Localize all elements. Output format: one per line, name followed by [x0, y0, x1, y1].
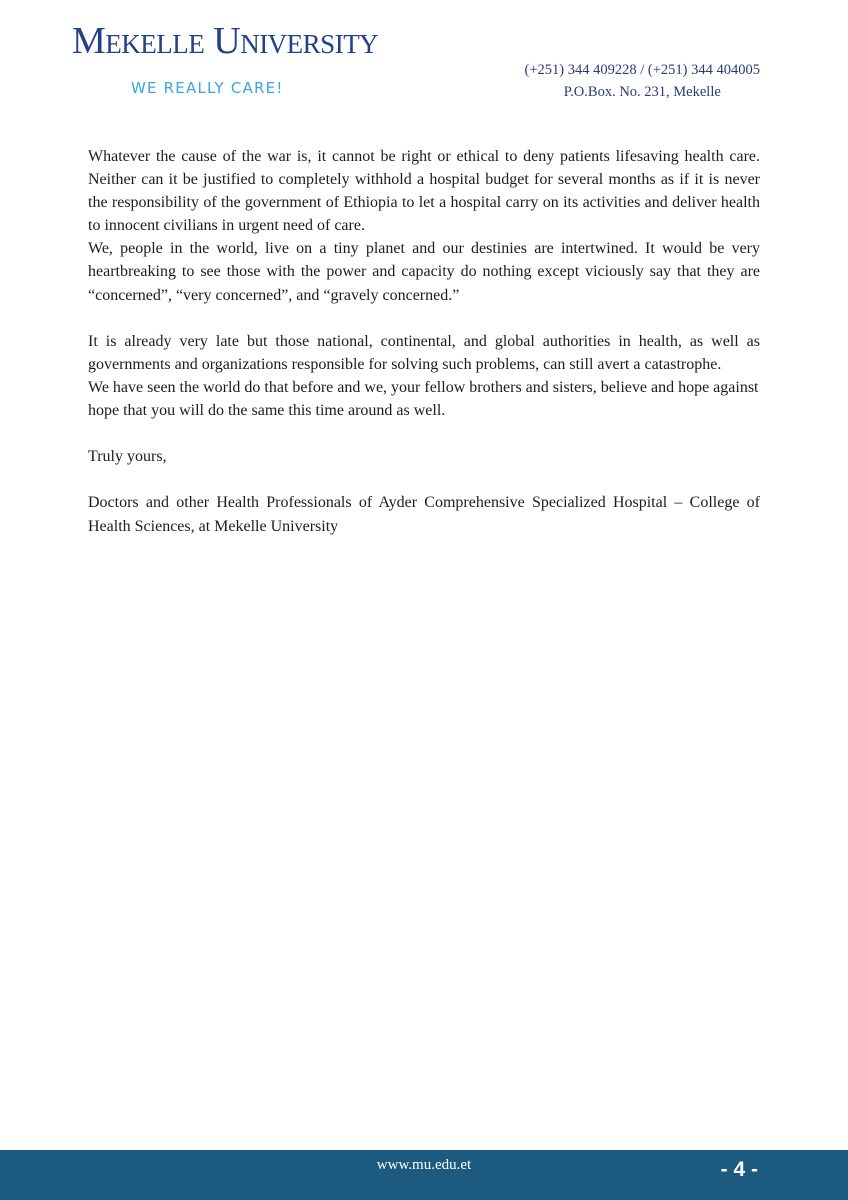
paragraph-4: We have seen the world do that before and we, your fellow brothers and sisters, believe and hope against hope that you will do the same this time around as well.: [88, 378, 759, 420]
contact-block: [525, 59, 760, 103]
paragraph-spacer: [88, 468, 760, 491]
letterhead: [0, 0, 848, 120]
university-name: Mekelle University: [72, 20, 379, 62]
phone-numbers: (+251) 344 409228 / (+251) 344 404005: [524, 62, 760, 78]
letter-body: [88, 145, 760, 538]
paragraph-2: We, people in the world, live on a tiny planet and our destinies are intertwined. It would be very heartbreaking to see those with the power and capacity do nothing except viciously say that they are “concerned”, “very concerned”, and “gravely concerned.”: [88, 240, 760, 304]
postal-address: P.O.Box. No. 231, Mekelle: [563, 84, 721, 100]
paragraph-spacer: [88, 422, 760, 445]
page-number: - 4 -: [720, 1158, 758, 1181]
paragraph-spacer: [88, 307, 760, 330]
university-tagline: WE REALLY CARE!: [131, 79, 284, 97]
signature-block: Doctors and other Health Professionals of Ayder Comprehensive Specialized Hospital – College of Health Sciences, at Mekelle University: [88, 494, 760, 535]
footer-bar: [0, 1150, 848, 1200]
paragraph-3: It is already very late but those national, continental, and global authorities in health, as well as governments and organizations responsible for solving such problems, can still avert a catastrophe.: [88, 332, 760, 373]
website-link[interactable]: www.mu.edu.et: [376, 1157, 472, 1173]
paragraph-1: Whatever the cause of the war is, it cannot be right or ethical to deny patients lifesaving health care. Neither can it be justified to completely withhold a hospital budget for several months as if it is never the responsibility of the government of Ethiopia to let a hospital carry on its activities and deliver health to innocent civilians in urgent need of care.: [88, 148, 760, 235]
closing-line: Truly yours,: [88, 448, 167, 466]
